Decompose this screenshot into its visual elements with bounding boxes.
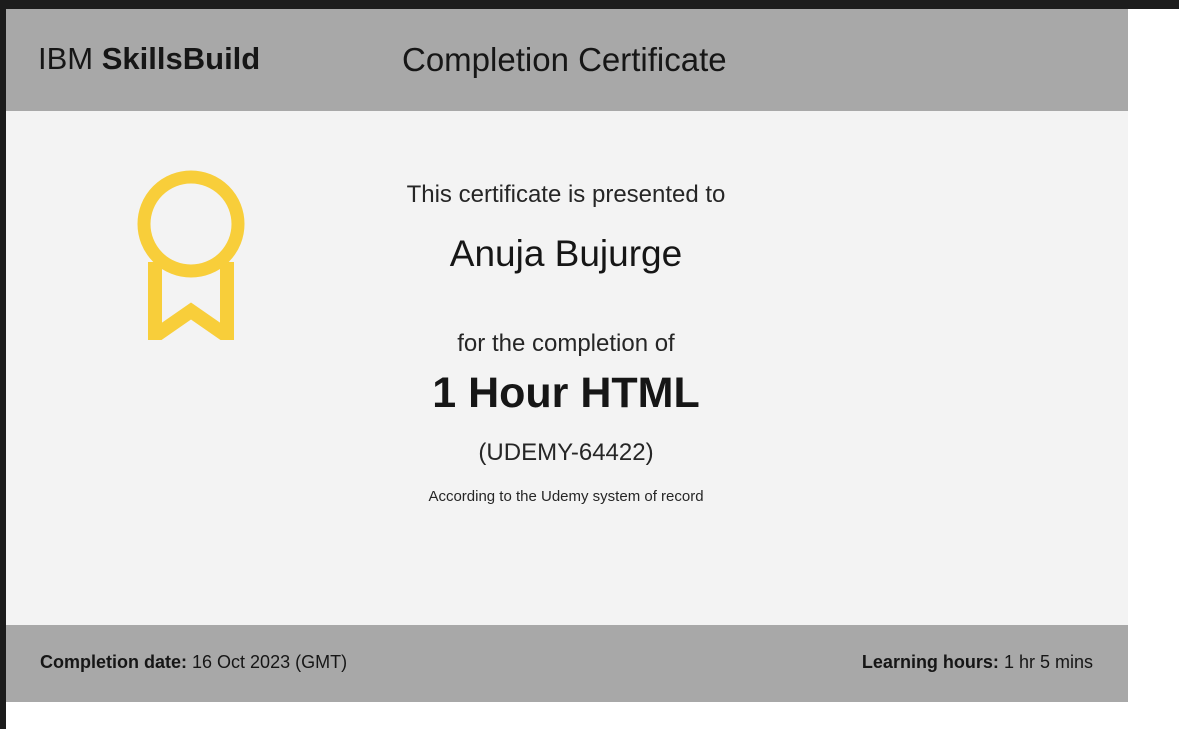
certificate-footer [6, 625, 1128, 702]
certificate-title: Completion Certificate [402, 41, 727, 78]
record-note: According to the Udemy system of record [428, 488, 704, 505]
course-code: (UDEMY-64422) [478, 439, 654, 466]
brand-name: SkillsBuild [101, 41, 261, 76]
certificate-header [6, 9, 1128, 111]
learning-hours-label: Learning hours: [861, 652, 999, 672]
completion-date [40, 652, 347, 673]
recipient-name: Anuja Bujurge [449, 233, 683, 274]
brand-prefix: IBM [38, 41, 94, 76]
presented-to-text: This certificate is presented to [406, 181, 726, 208]
learning-hours-value: 1 hr 5 mins [1003, 652, 1093, 672]
learning-hours [862, 652, 1093, 673]
award-ribbon-icon [134, 170, 248, 340]
window-frame-top [0, 0, 1179, 9]
completion-date-label: Completion date: [40, 652, 187, 672]
completion-text: for the completion of [457, 330, 675, 357]
course-title: 1 Hour HTML [432, 369, 700, 417]
completion-date-value: 16 Oct 2023 (GMT) [192, 652, 348, 672]
certificate [6, 9, 1128, 702]
brand-logo [38, 41, 260, 77]
